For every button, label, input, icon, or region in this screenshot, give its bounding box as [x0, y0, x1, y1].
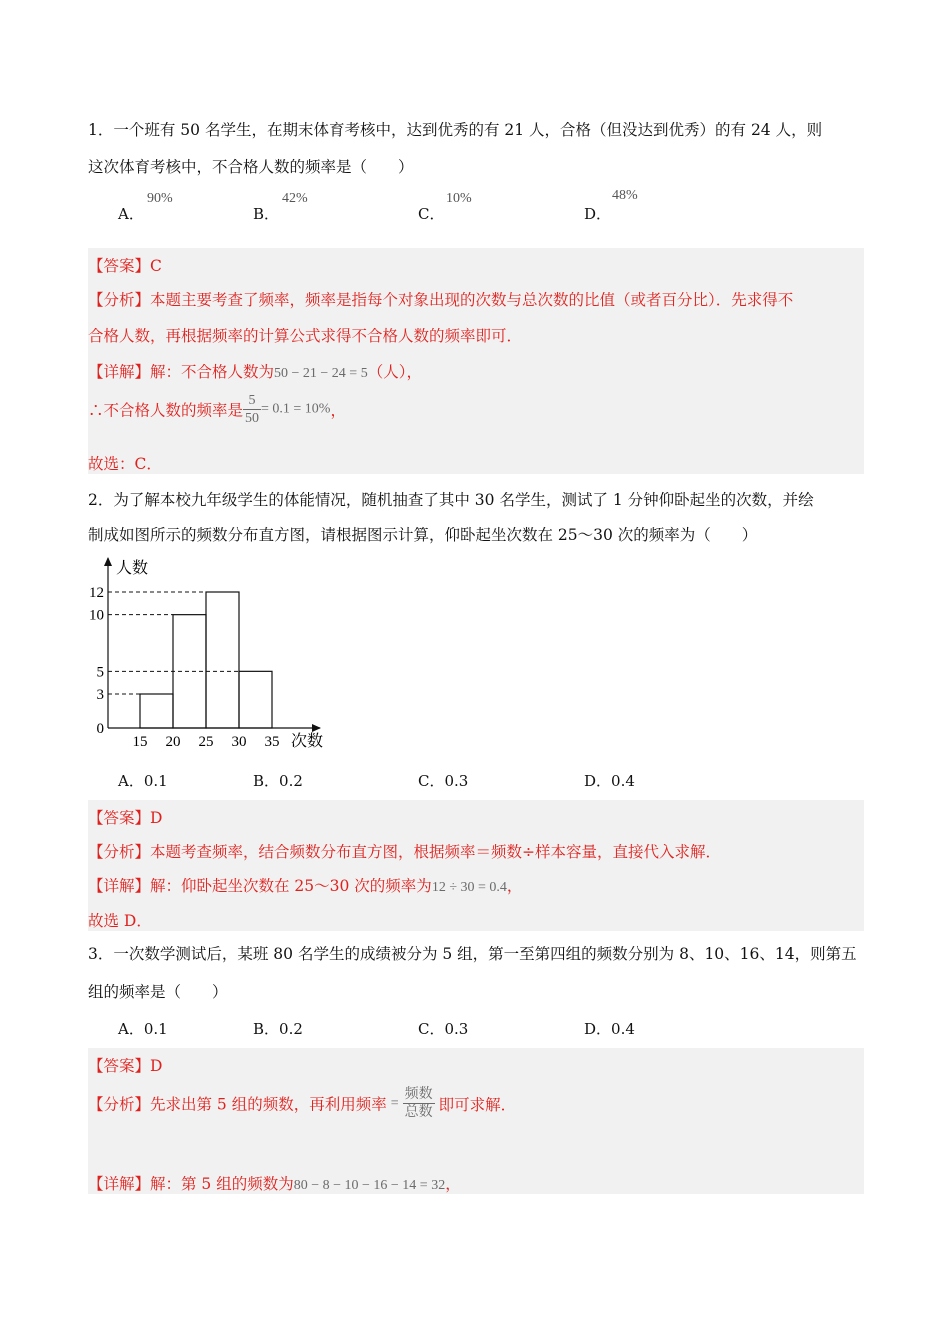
q2-choose: 故选 D． [88, 912, 152, 930]
q3-stem-line1: 3．一次数学测试后，某班 80 名学生的成绩被分为 5 组，第一至第四组的频数分别为 8、10、16、14，则第五 [88, 945, 857, 963]
histogram-bar-25-30 [206, 592, 239, 728]
q2-option-d: D．0.4 [584, 772, 635, 790]
q1-analysis-line1: 【分析】本题主要考查了频率，频率是指每个对象出现的次数与总次数的比值（或者百分比）．先求得不 [88, 291, 794, 309]
q3-option-b: B．0.2 [253, 1020, 303, 1038]
q3-option-d: D．0.4 [584, 1020, 635, 1038]
q2-detail: 【详解】解：仰卧起坐次数在 25～30 次的频率为12 ÷ 30 = 0.4， [88, 877, 523, 895]
y-tick-label: 0 [96, 721, 104, 737]
q2-option-c: C．0.3 [418, 772, 469, 790]
x-tick-label: 25 [198, 734, 214, 750]
q1-option-b: B． 42% [253, 191, 308, 223]
x-axis-label: 次数 [291, 733, 324, 750]
y-tick-label: 12 [89, 585, 104, 601]
q1-stem-line1: 1．一个班有 50 名学生，在期末体育考核中，达到优秀的有 21 人，合格（但没达到优秀）的有 24 人，则 [88, 121, 823, 139]
q1-fraction: $\frac{5}{50}$ [245, 393, 260, 426]
q2-stem-line2: 制成如图所示的频数分布直方图，请根据图示计算，仰卧起坐次数在 25～30 次的频率为（ ） [88, 526, 758, 544]
q2-stem-line1: 2．为了解本校九年级学生的体能情况，随机抽查了其中 30 名学生，测试了 1 分钟仰卧起坐的次数，并绘 [88, 491, 814, 509]
q1-detail: 【详解】解：不合格人数为50 − 21 − 24 = 5（人）， [88, 363, 422, 381]
q1-analysis-line2: 合格人数，再根据频率的计算公式求得不合格人数的频率即可． [88, 327, 523, 345]
q3-analysis: 【分析】先求出第 5 组的频数，再利用频率 = $\frac{\text{频数}}{\text{总数}}$ 即可求解． [88, 1087, 517, 1120]
q3-fraction: $\frac{\text{频数}}{\text{总数}}$ [404, 1087, 433, 1120]
q1-choose: 故选：C． [88, 455, 162, 473]
q1-option-c: C． 10% [418, 191, 472, 223]
q3-option-a: A．0.1 [118, 1020, 168, 1038]
q2-analysis: 【分析】本题考查频率，结合频数分布直方图，根据频率＝频数÷样本容量，直接代入求解． [88, 843, 721, 861]
q3-answer: 【答案】D [88, 1057, 163, 1075]
x-tick-label: 35 [264, 734, 280, 750]
histogram-bar-30-35 [239, 671, 272, 728]
histogram-chart [80, 552, 340, 752]
y-tick-label: 10 [89, 607, 104, 624]
q1-solution-box [88, 248, 864, 474]
q1-stem-line2: 这次体育考核中，不合格人数的频率是（ ） [88, 158, 414, 176]
q1-option-a: A． 90% [118, 191, 173, 223]
y-axis-label: 人数 [116, 560, 149, 577]
q1-answer: 【答案】C [88, 257, 162, 275]
x-tick-label: 15 [132, 734, 148, 750]
q3-option-c: C．0.3 [418, 1020, 469, 1038]
q3-solution-box [88, 1048, 864, 1194]
q3-stem-line2: 组的频率是（ ） [88, 983, 228, 1001]
q2-option-b: B．0.2 [253, 772, 303, 790]
q3-detail: 【详解】解：第 5 组的频数为80 − 8 − 10 − 16 − 14 = 32， [88, 1175, 461, 1193]
q1-therefore: ∴不合格人数的频率是 $\frac{5}{50}$ = 0.1 = 10%， [88, 393, 346, 426]
y-tick-label: 5 [96, 664, 104, 681]
q2-option-a: A．0.1 [118, 772, 168, 790]
histogram-bar-15-20 [140, 694, 173, 728]
y-tick-label: 3 [96, 687, 104, 703]
q2-solution-box [88, 800, 864, 931]
x-tick-label: 30 [231, 734, 247, 750]
q2-answer: 【答案】D [88, 809, 163, 827]
x-tick-label: 20 [165, 734, 181, 750]
q1-option-d: D． 48% [584, 188, 638, 223]
